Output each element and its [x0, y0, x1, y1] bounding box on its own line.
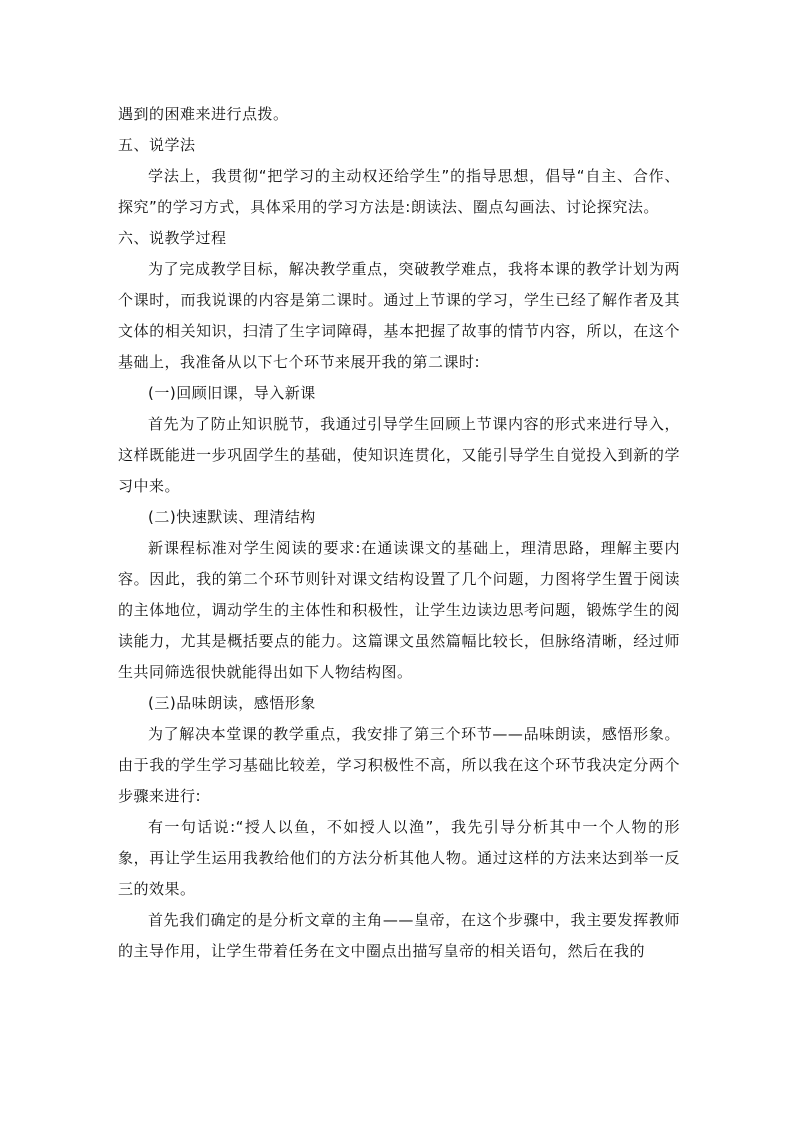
- section-heading-teaching-process: 六、说教学过程: [118, 229, 227, 247]
- paragraph-emperor: 首先我们确定的是分析文章的主角——皇帝，在这个步骤中，我主要发挥教师的主导作用，让学生带着任务在文中圈点出描写皇帝的相关语句，然后在我的: [118, 911, 680, 960]
- subheading-review: (一)回顾旧课，导入新课: [148, 384, 316, 402]
- continued-paragraph: 遇到的困难来进行点拨。: [118, 105, 289, 123]
- subheading-quick-reading: (二)快速默读、理清结构: [148, 508, 316, 526]
- section-heading-study-methods: 五、说学法: [118, 136, 196, 154]
- paragraph-proverb: 有一句话说:“授人以鱼，不如授人以渔”，我先引导分析其中一个人物的形象，再让学生运用我教给他们的方法分析其他人物。通过这样的方法来达到举一反三的效果。: [118, 818, 680, 898]
- paragraph-savor-reading: 为了解决本堂课的教学重点，我安排了第三个环节——品味朗读，感悟形象。由于我的学生学习基础比较差，学习积极性不高，所以我在这个环节我决定分两个步骤来进行:: [118, 725, 680, 805]
- document-body: [118, 99, 680, 967]
- subheading-savor-reading: (三)品味朗读，感悟形象: [148, 694, 316, 712]
- paragraph-review: 首先为了防止知识脱节，我通过引导学生回顾上节课内容的形式来进行导入，这样既能进一步巩固学生的基础，使知识连贯化，又能引导学生自觉投入到新的学习中来。: [118, 415, 680, 495]
- paragraph-study-methods: 学法上，我贯彻“把学习的主动权还给学生”的指导思想，倡导“自主、合作、探究”的学习方式，具体采用的学习方法是:朗读法、圈点勾画法、讨论探究法。: [118, 167, 680, 216]
- paragraph-teaching-plan: 为了完成教学目标，解决教学重点，突破教学难点，我将本课的教学计划为两个课时，而我说课的内容是第二课时。通过上节课的学习，学生已经了解作者及其文体的相关知识，扫清了生字词障碍，基本把握了故事的情节内容，所以，在这个基础上，我准备从以下七个环节来展开我的第二课时:: [118, 260, 680, 371]
- paragraph-quick-reading: 新课程标准对学生阅读的要求:在通读课文的基础上，理清思路，理解主要内容。因此，我的第二个环节则针对课文结构设置了几个问题，力图将学生置于阅读的主体地位，调动学生的主体性和积极性，让学生边读边思考问题，锻炼学生的阅读能力，尤其是概括要点的能力。这篇课文虽然篇幅比较长，但脉络清晰，经过师生共同筛选很快就能得出如下人物结构图。: [118, 539, 680, 681]
